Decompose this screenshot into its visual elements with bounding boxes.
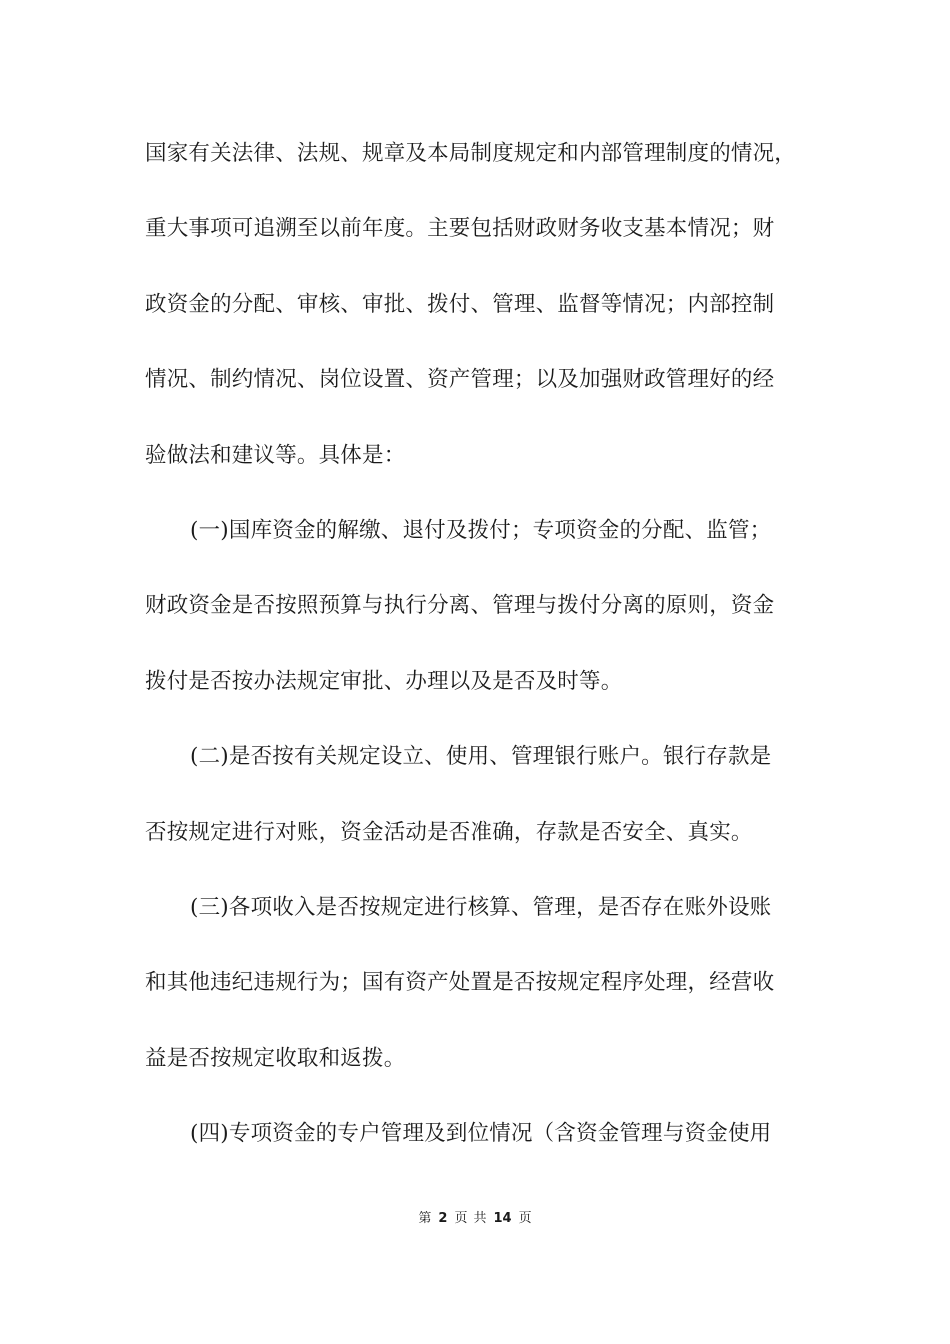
paragraph-start-line: (一)国库资金的解缴、退付及拨付；专项资金的分配、监管； [190,517,772,543]
text-line: 益是否按规定收取和返拨。 [145,1045,406,1071]
text-line: 拨付是否按办法规定审批、办理以及是否及时等。 [145,668,623,694]
text-line: 国家有关法律、法规、规章及本局制度规定和内部管理制度的情况， [145,141,797,166]
text-line: 情况、制约情况、岗位设置、资产管理；以及加强财政管理好的经 [145,367,775,393]
paragraph-start-line: (四)专项资金的专户管理及到位情况（含资金管理与资金使用 [190,1121,772,1147]
body-text [145,128,815,1183]
footer-page-word: 页 [454,1211,468,1226]
text-line: 验做法和建议等。具体是： [145,442,406,468]
page-footer [0,1207,950,1226]
footer-suffix: 页 [518,1211,532,1226]
footer-total-word: 共 [473,1211,487,1226]
paragraph-start-line: (二)是否按有关规定设立、使用、管理银行账户。银行存款是 [190,744,772,770]
paragraph-start-line: (三)各项收入是否按规定进行核算、管理，是否存在账外设账 [190,894,772,920]
text-line: 和其他违纪违规行为；国有资产处置是否按规定程序处理，经营收 [145,970,775,996]
footer-total-pages: 14 [493,1211,512,1226]
text-line: 财政资金是否按照预算与执行分离、管理与拨付分离的原则，资金 [145,593,775,619]
text-line: 重大事项可追溯至以前年度。主要包括财政财务收支基本情况；财 [145,216,775,242]
text-line: 政资金的分配、审核、审批、拨付、管理、监督等情况；内部控制 [145,291,775,317]
text-line: 否按规定进行对账，资金活动是否准确，存款是否安全、真实。 [145,819,753,845]
footer-page-number: 2 [438,1211,448,1226]
footer-prefix: 第 [418,1211,432,1226]
